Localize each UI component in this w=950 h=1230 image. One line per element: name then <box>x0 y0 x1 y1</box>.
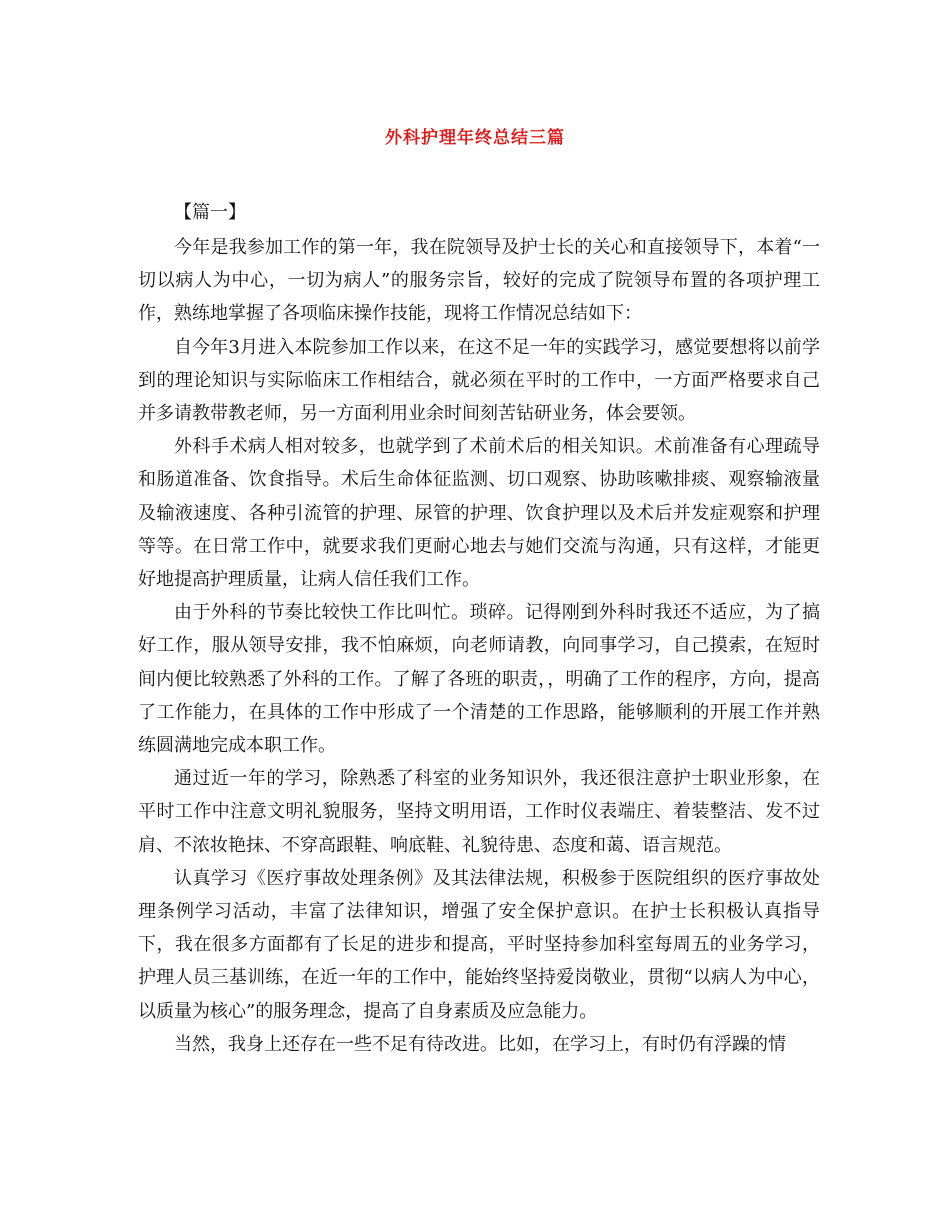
document-title: 外科护理年终总结三篇 <box>385 128 565 148</box>
paragraph-1: 今年是我参加工作的第一年，我在院领导及护士长的关心和直接领导下，本着“一切以病人为中心，一切为病人”的服务宗旨，较好的完成了院领导布置的各项护理工作，熟练地掌握了各项临床操作技能，现将工作情况总结如下： <box>138 237 820 325</box>
document-body <box>138 196 820 1061</box>
paragraph-5: 通过近一年的学习，除熟悉了科室的业务知识外，我还很注意护士职业形象，在平时工作中注意文明礼貌服务，坚持文明用语，工作时仪表端庄、着装整洁、发不过肩、不浓妆艳抹、不穿高跟鞋、响底鞋、礼貌待患、态度和蔼、语言规范。 <box>138 768 820 856</box>
paragraph-2: 自今年3月进入本院参加工作以来，在这不足一年的实践学习，感觉要想将以前学到的理论知识与实际临床工作相结合，就必须在平时的工作中，一方面严格要求自己并多请教带教老师，另一方面利用业余时间刻苦钻研业务，体会要领。 <box>138 336 820 425</box>
paragraph-7: 当然，我身上还存在一些不足有待改进。比如，在学习上，有时仍有浮躁的情 <box>174 1033 786 1055</box>
section-heading: 【篇一】 <box>174 202 246 223</box>
paragraph-3: 外科手术病人相对较多，也就学到了术前术后的相关知识。术前准备有心理疏导和肠道准备、饮食指导。术后生命体征监测、切口观察、协助咳嗽排痰、观察输液量及输液速度、各种引流管的护理、尿管的护理、饮食护理以及术后并发症观察和护理等等。在日常工作中，就要求我们更耐心地去与她们交流与沟通，只有这样，才能更好地提高护理质量，让病人信任我们工作。 <box>138 436 820 591</box>
paragraph-4: 由于外科的节奏比较快工作比叫忙。琐碎。记得刚到外科时我还不适应，为了搞好工作，服从领导安排，我不怕麻烦，向老师请教，向同事学习，自己摸索，在短时间内便比较熟悉了外科的工作。了解了各班的职责，，明确了工作的程序，方向，提高了工作能力，在具体的工作中形成了一个清楚的工作思路，能够顺利的开展工作并熟练圆满地完成本职工作。 <box>138 602 820 757</box>
paragraph-6: 认真学习《医疗事故处理条例》及其法律法规，积极参于医院组织的医疗事故处理条例学习活动，丰富了法律知识，增强了安全保护意识。在护士长积极认真指导下，我在很多方面都有了长足的进步和提高，平时坚持参加科室每周五的业务学习，护理人员三基训练，在近一年的工作中，能始终坚持爱岗敬业，贯彻“以病人为中心，以质量为核心”的服务理念，提高了自身素质及应急能力。 <box>138 867 820 1022</box>
